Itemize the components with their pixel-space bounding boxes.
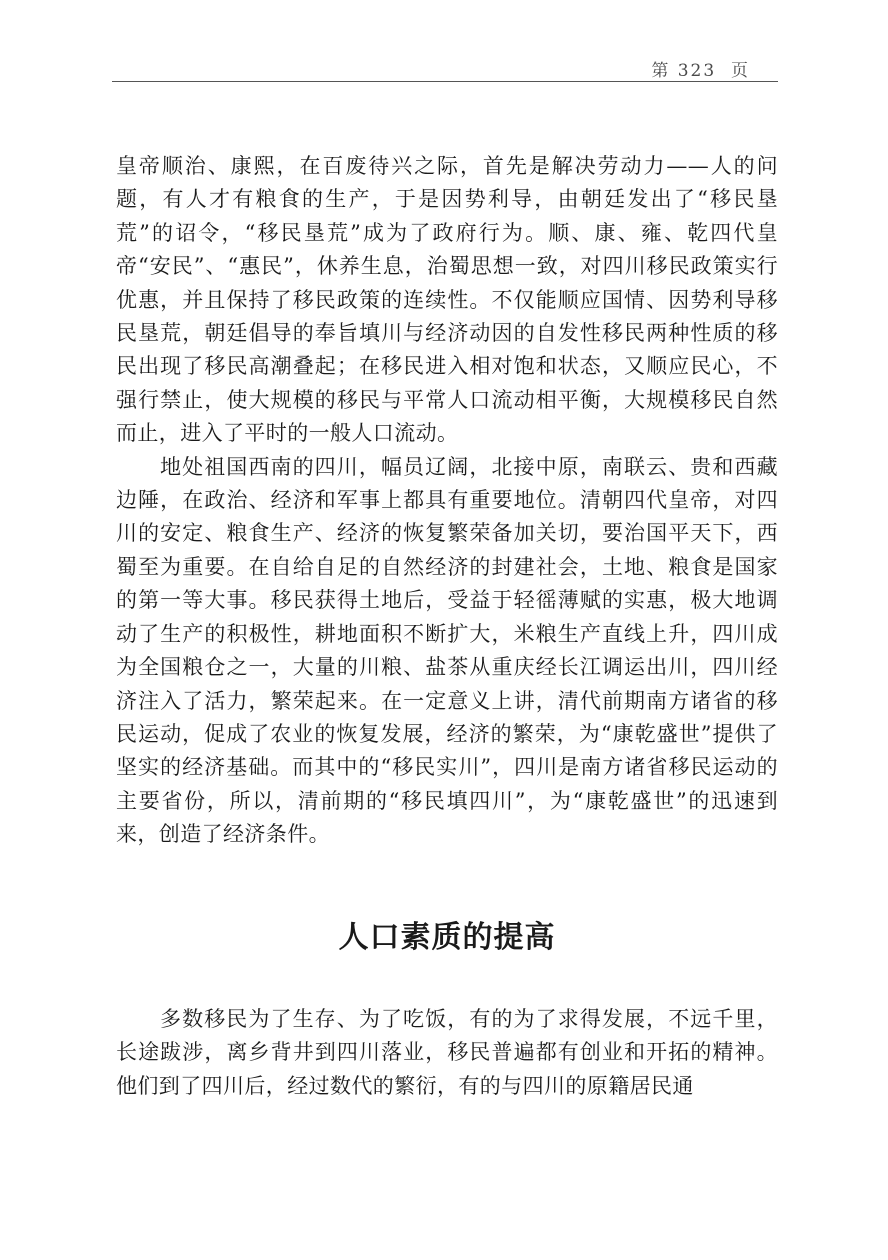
body-text: [116, 150, 778, 852]
header-rule: [112, 81, 778, 82]
paragraph: 地处祖国西南的四川，幅员辽阔，北接中原，南联云、贵和西藏边陲，在政治、经济和军事上都具有重要地位。清朝四代皇帝，对四川的安定、粮食生产、经济的恢复繁荣备加关切，要治国平天下，西蜀至为重要。在自给自足的自然经济的封建社会，土地、粮食是国家的第一等大事。移民获得土地后，受益于轻徭薄赋的实惠，极大地调动了生产的积极性，耕地面积不断扩大，米粮生产直线上升，四川成为全国粮仓之一，大量的川粮、盐茶从重庆经长江调运出川，四川经济注入了活力，繁荣起来。在一定意义上讲，清代前期南方诸省的移民运动，促成了农业的恢复发展，经济的繁荣，为“康乾盛世”提供了坚实的经济基础。而其中的“移民实川”，四川是南方诸省移民运动的主要省份，所以，清前期的“移民填四川”，为“康乾盛世”的迅速到来，创造了经济条件。: [116, 454, 778, 847]
section-title: 人口素质的提高: [338, 920, 556, 955]
section-body-text: [116, 1003, 778, 1103]
page-header: [112, 52, 778, 82]
paragraph: 多数移民为了生存、为了吃饭，有的为了求得发展，不远千里，长途跋涉，离乡背井到四川落业，移民普遍都有创业和开拓的精神。他们到了四川后，经过数代的繁衍，有的与四川的原籍居民通: [116, 1007, 778, 1098]
page-number: 第 323 页: [651, 61, 750, 81]
paragraph: 皇帝顺治、康熙，在百废待兴之际，首先是解决劳动力——人的问题，有人才有粮食的生产，于是因势利导，由朝廷发出了“移民垦荒”的诏令，“移民垦荒”成为了政府行为。顺、康、雍、乾四代皇帝“安民”、“惠民”，休养生息，治蜀思想一致，对四川移民政策实行优惠，并且保持了移民政策的连续性。不仅能顺应国情、因势利导移民垦荒，朝廷倡导的奉旨填川与经济动因的自发性移民两种性质的移民出现了移民高潮叠起；在移民进入相对饱和状态，又顺应民心，不强行禁止，使大规模的移民与平常人口流动相平衡，大规模移民自然而止，进入了平时的一般人口流动。: [116, 154, 778, 446]
